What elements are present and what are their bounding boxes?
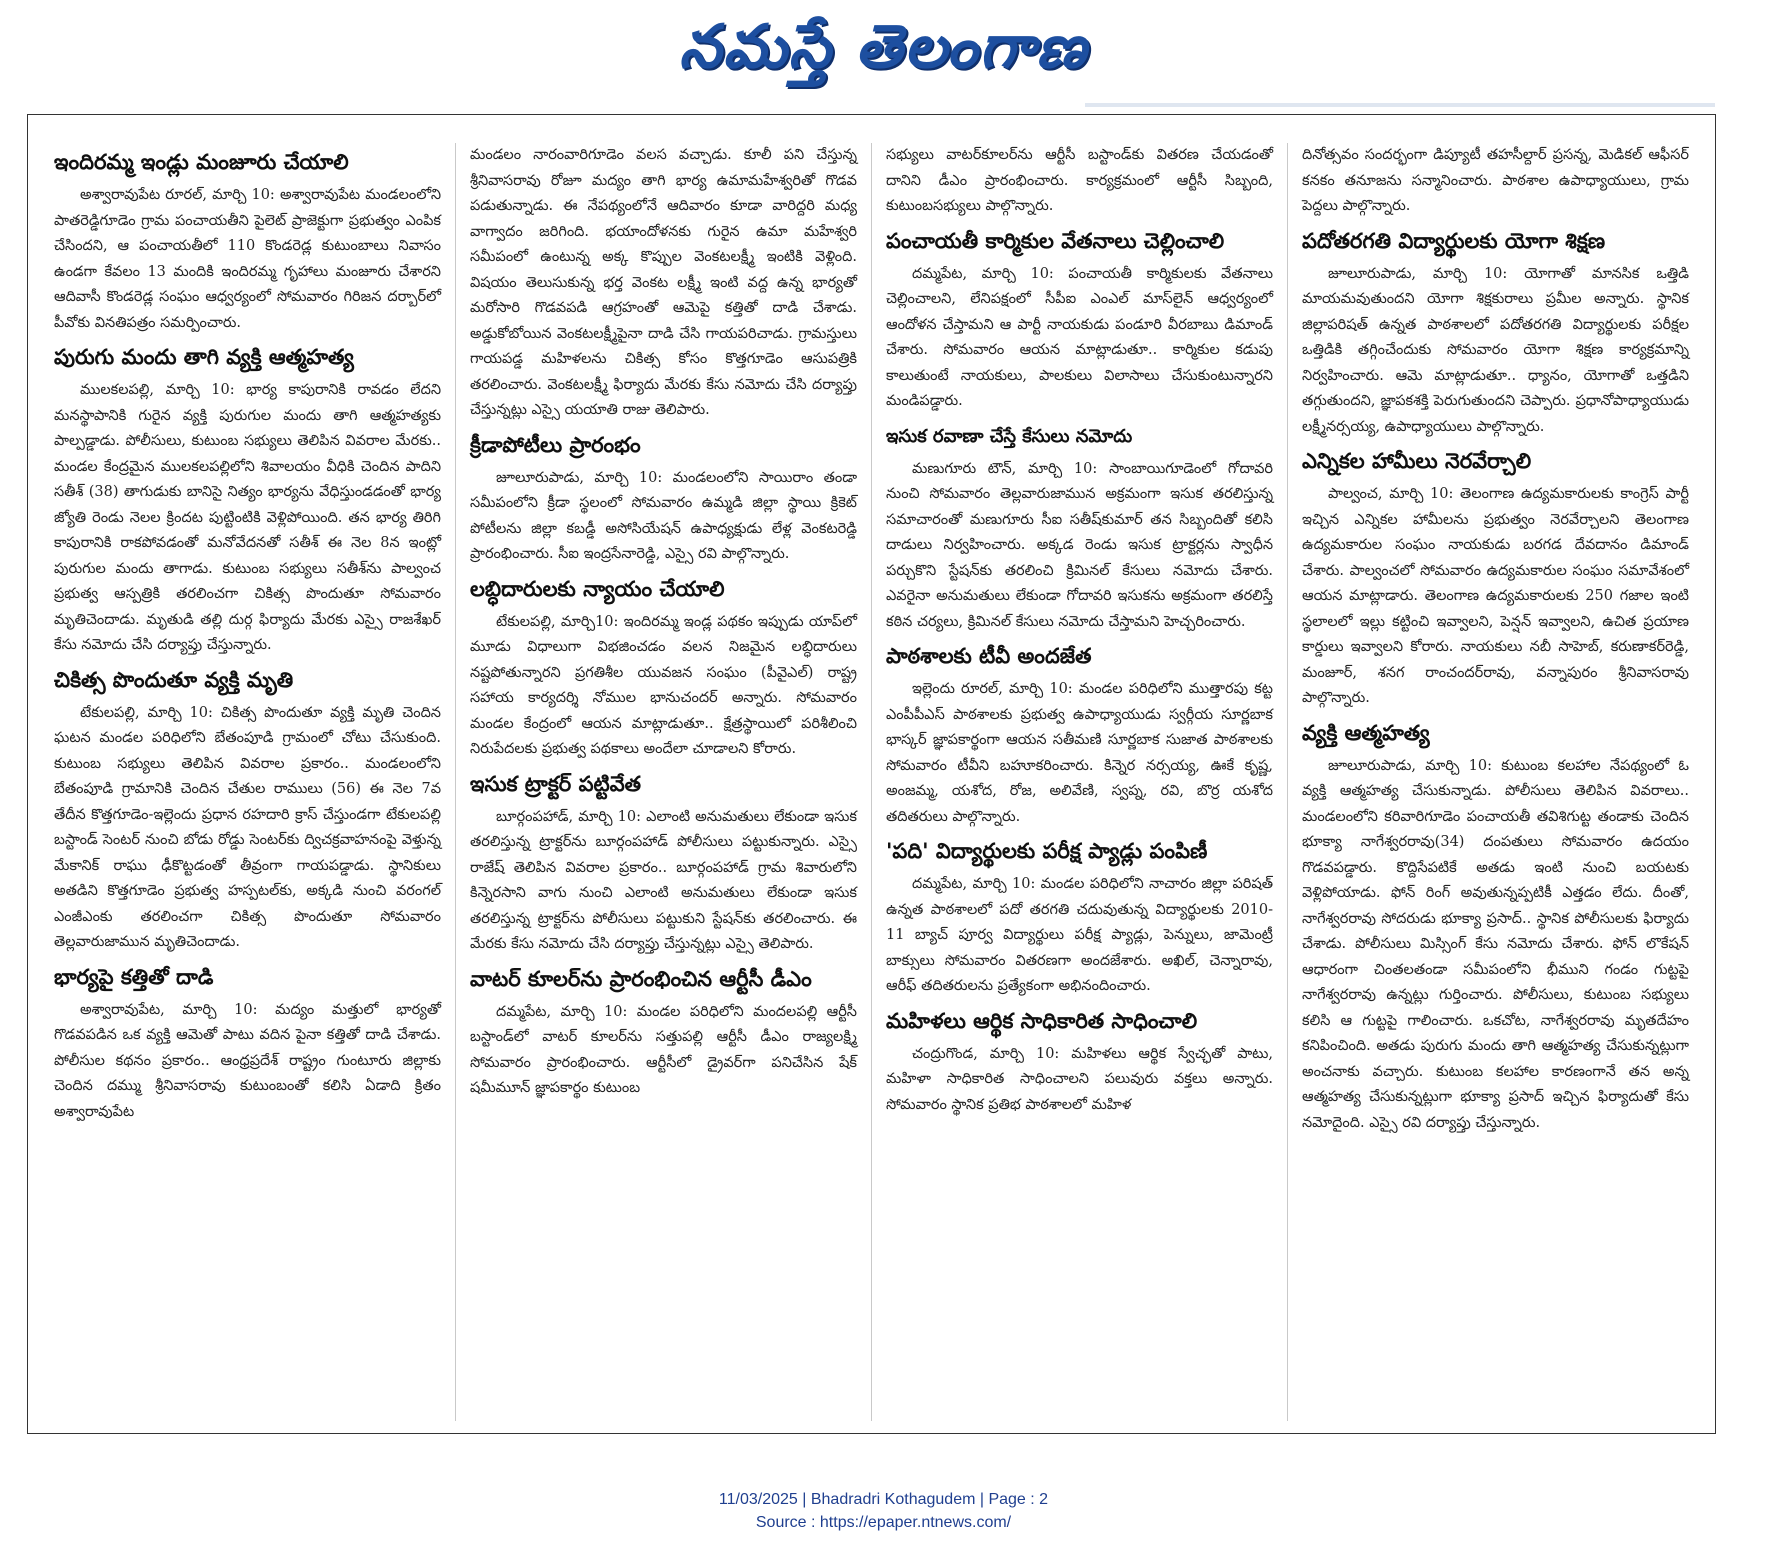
column-4 — [1287, 143, 1703, 1421]
article-body: మండలం నారంవారిగూడెం వలస వచ్చాడు. కూలీ పని చేస్తున్న శ్రీనివాసరావు రోజూ మద్యం తాగి భార్య ఉమామహేశ్వరితో గొడవ పడుతున్నాడు. ఈ నేపథ్యంలోనే ఆదివారం కూడా వారిద్దరి మధ్య వాగ్వాదం జరిగింది. భయాందోళనకు గురైన ఉమా మహేశ్వరి సమీపంలో ఉంటున్న అక్క కొప్పుల వెంకటలక్ష్మీ ఇంటికి వెళ్లింది. విషయం తెలుసుకున్న భర్త వెంకట లక్ష్మీ ఇంటి వద్ద ఉన్న భార్యతో మరోసారి గొడవపడి ఆగ్రహంతో ఆమెపై కత్తితో దాడి చేశాడు. అడ్డుకోబోయిన వెంకటలక్ష్మీపైనా దాడి చేసి గాయపరిచాడు. గ్రామస్తులు గాయపడ్డ మహిళలను చికిత్స కోసం కొత్తగూడెం ఆసుపత్రికి తరలించారు. వెంకటలక్ష్మీ ఫిర్యాదు మేరకు కేసు నమోదు చేసి దర్యాప్తు చేస్తున్నట్లు ఎస్సై యయాతి రాజు తెలిపారు. — [470, 147, 857, 418]
article — [886, 423, 1273, 636]
article-body: బూర్గంపహాడ్, మార్చి 10: ఎలాంటి అనుమతులు లేకుండా ఇసుక తరలిస్తున్న ట్రాక్టర్‌ను బూర్గంపహాడ్ పోలీసులు పట్టుకున్నారు. ఎస్సై రాజేష్ తెలిపిన వివరాల ప్రకారం.. బూర్గంపహాడ్ గ్రామ శివారులోని కిన్నెరసాని వాగు నుంచి ఎలాంటి అనుమతులు లేకుండా ఇసుక తరలిస్తున్న ట్రాక్టర్‌ను పోలీసులు పట్టుకుని స్టేషన్‌కు తరలించారు. ఈ మేరకు కేసు నమోదు చేసి దర్యాప్తు చేస్తున్నట్లు ఎస్సై తెలిపారు. — [470, 808, 857, 952]
article — [470, 143, 857, 424]
page-frame — [27, 114, 1716, 1434]
article — [470, 576, 857, 763]
article-headline: వాటర్ కూలర్‌ను ప్రారంభించిన ఆర్టీసీ డీఎం — [470, 966, 812, 991]
article — [54, 149, 441, 336]
article-headline: లబ్ధిదారులకు న్యాయం చేయాలి — [470, 576, 725, 601]
article-headline: క్రీడాపోటీలు ప్రారంభం — [470, 432, 641, 457]
article-headline: భార్యపై కత్తితో దాడి — [54, 964, 214, 989]
article-headline: మహిళలు ఆర్థిక సాధికారిత సాధించాలి — [886, 1008, 1198, 1033]
column-3 — [871, 143, 1287, 1421]
article-body: దమ్మపేట, మార్చి 10: మండల పరిధిలోని మందలపల్లి ఆర్టీసీ బస్టాండ్‌లో వాటర్ కూలర్‌ను సత్తుపల్లి ఆర్టీసీ డీఎం రాజ్యలక్ష్మి సోమవారం ప్రారంభించారు. ఆర్టీసీలో డ్రైవర్‌గా పనిచేసిన షేక్ షమీమూన్ జ్ఞాపకార్థం కుటుంబ — [470, 1003, 857, 1096]
article-body: దినోత్సవం సందర్భంగా డిప్యూటీ తహసీల్దార్ ప్రసన్న, మెడికల్ ఆఫీసర్ కనకం తనూజను సన్మానించారు. పాఠశాల ఉపాధ్యాయులు, గ్రామ పెద్దలు పాల్గొన్నారు. — [1302, 147, 1689, 214]
article-body: పాల్వంచ, మార్చి 10: తెలంగాణ ఉద్యమకారులకు కాంగ్రెస్ పార్టీ ఇచ్చిన ఎన్నికల హామీలను ప్రభుత్వం నెరవేర్చాలని తెలంగాణ ఉద్యమకారుల సంఘం నాయకుడు బరగడ దేవదానం డిమాండ్ చేశారు. పాల్వంచలో సోమవారం ఉద్యమకారుల సంఘం సమావేశంలో ఆయన మాట్లాడారు. తెలంగాణ ఉద్యమకారులకు 250 గజాల ఇంటి స్థలాలలో ఇల్లు కట్టించి ఇవ్వాలని, పెన్షన్ ఇవ్వాలని, ఉచిత ప్రయాణ కార్డులు ఇవ్వాలని కోరారు. నాయకులు నబీ సాహెబ్, కరుణాకర్‌రెడ్డి, మంజూర్, శనగ రాంచందర్‌రావు, వన్నాపురం శ్రీనివాసరావు పాల్గొన్నారు. — [1302, 486, 1689, 706]
article-body: జూలూరుపాడు, మార్చి 10: కుటుంబ కలహాల నేపథ్యంలో ఓ వ్యక్తి ఆత్మహత్య చేసుకున్నాడు. పోలీసులు తెలిపిన వివరాలు.. మండలంలోని కరివారిగూడెం పంచాయతీ తవిశిగుట్ట తండాకు చెందిన భూక్యా నాగేశ్వరరావు(34) దంపతులు సోమవారం ఉదయం గొడవపడ్డారు. కొద్దిసేపటికే అతడు ఇంటి నుంచి బయటకు వెళ్లిపోయాడు. ఫోన్ రింగ్ అవుతున్నప్పటికీ ఎత్తడం లేదు. దీంతో, నాగేశ్వరరావు సోదరుడు భూక్యా ప్రసాద్.. స్థానిక పోలీసులకు ఫిర్యాదు చేశాడు. పోలీసులు మిస్సింగ్ కేసు నమోదు చేశారు. ఫోన్ లొకేషన్ ఆధారంగా చింతలతండా సమీపంలోని భీముని గండం గుట్టపై నాగేశ్వరరావు ఉన్నట్లు గుర్తించారు. పోలీసులు, కుటుంబ సభ్యులు కలిసి ఆ గుట్టపై గాలించారు. ఒకచోట, నాగేశ్వరరావు మృతదేహం కనిపించింది. అతడు పురుగు మందు తాగి ఆత్మహత్య చేసుకున్నట్లుగా అంచనాకు వచ్చారు. కుటుంబ కలహాల కారణంగానే తన అన్న ఆత్మహత్య చేసుకున్నట్లుగా భూక్యా ప్రసాద్ ఇచ్చిన ఫిర్యాదుతో కేసు నమోదైంది. ఎస్సై రవి దర్యాప్తు చేస్తున్నారు. — [1302, 757, 1689, 1131]
article — [54, 344, 441, 659]
article-body: చంద్రుగొండ, మార్చి 10: మహిళలు ఆర్థిక స్వేచ్ఛతో పాటు, మహిళా సాధికారిత సాధించాలని పలువురు వక్తలు అన్నారు. సోమవారం స్థానిక ప్రతిభ పాఠశాలలో మహిళ — [886, 1045, 1273, 1113]
footer-source: Source : https://epaper.ntnews.com/ — [755, 1514, 1012, 1531]
article-body: ఇల్లెందు రూరల్, మార్చి 10: మండల పరిధిలోని ముత్తారపు కట్ట ఎంపీపీఎస్ పాఠశాలకు ప్రభుత్వ ఉపాధ్యాయుడు స్వర్గీయ సూర్ణబాక భాస్కర్ జ్ఞాపకార్థంగా ఆయన సతీమణి సూర్ణబాక సుజాత పాఠశాలకు సోమవారం టీవీని బహూకరించారు. కిన్నెర నర్సయ్య, ఊకే కృష్ణ, అంజమ్మ, యశోద, రోజ, అలివేణి, స్వప్న, రవి, బొర్ర యశోద తదితరులు పాల్గొన్నారు. — [886, 681, 1273, 825]
article — [886, 1008, 1273, 1119]
masthead — [0, 0, 1767, 110]
article — [470, 966, 857, 1102]
article-headline: పదోతరగతి విద్యార్థులకు యోగా శిక్షణ — [1302, 228, 1606, 253]
article-body: ములకలపల్లి, మార్చి 10: భార్య కాపురానికి రావడం లేదని మనస్థాపానికి గురైన వ్యక్తి పురుగుల మందు తాగి ఆత్మహత్యకు పాల్పడ్డాడు. పోలీసులు, కుటుంబ సభ్యులు తెలిపిన వివరాల మేరకు.. మండల కేంద్రమైన ములకలపల్లిలోని శివాలయం వీధికి చెందిన పాదిని సతీశ్ (38) తాగుడుకు బానిసై నిత్యం భార్యను వేధిస్తుండడంతో భార్య జ్యోతి రెండు నెలల క్రిందట పుట్టింటికి వెళ్లిపోయింది. తన భార్య తిరిగి కాపురానికి రాకపోవడంతో మనోవేదనతో సతీశ్ ఈ నెల 8న ఇంట్లో పురుగుల మందు తాగాడు. కుటుంబ సభ్యులు సతీశ్‌ను పాల్వంచ ప్రభుత్వ ఆస్పత్రికి తరలించగా చికిత్స పొందుతూ సోమవారం మృతిచెందాడు. మృతుడి తల్లి దుర్గ ఫిర్యాదు మేరకు ఎస్సై రాజశేఖర్ కేసు నమోదు చేసి దర్యాప్తు చేస్తున్నారు. — [54, 382, 441, 653]
article-body: మణుగూరు టౌన్, మార్చి 10: సాంబాయిగూడెంలో గోదావరి నుంచి సోమవారం తెల్లవారుజామున అక్రమంగా ఇసుక తరలిస్తున్న సమాచారంతో మణుగూరు సీఐ సతీష్‌కుమార్ తన సిబ్బందితో కలిసి దాడులు నిర్వహించారు. అక్కడ రెండు ఇసుక ట్రాక్టర్లను స్వాధీన పర్చుకొని స్టేషన్‌కు తరలించి క్రిమినల్ కేసులు నమోదు చేశారు. ఎవరైనా అనుమతులు లేకుండా గోదావరి ఇసుకను అక్రమంగా తరలిస్తే కఠిన చర్యలు, క్రిమినల్ కేసులు నమోదు చేస్తామని హెచ్చరించారు. — [886, 460, 1273, 630]
article-body: టేకులపల్లి, మార్చి10: ఇందిరమ్మ ఇండ్ల పథకం ఇప్పుడు యాప్‌లో మూడు విధాలుగా విభజించడం వలన నిజమైన లబ్ధిదారులు నష్టపోతున్నారని ప్రగతిశీల యువజన సంఘం (పీవైఎల్) రాష్ట్ర సహాయ కార్యదర్శి నోముల భానుచందర్ అన్నారు. సోమవారం మండల కేంద్రంలో ఆయన మాట్లాడుతూ.. క్షేత్రస్థాయిలో పరిశీలించి నిరుపేదలకు ప్రభుత్వ పథకాలు అందేలా చూడాలని కోరారు. — [470, 613, 857, 757]
column-1 — [40, 143, 455, 1421]
article-columns — [40, 143, 1703, 1421]
article — [886, 643, 1273, 830]
article-body: సభ్యులు వాటర్‌కూలర్‌ను ఆర్టీసీ బస్టాండ్‌కు వితరణ చేయడంతో దానిని డీఎం ప్రారంభించారు. కార్యక్రమంలో ఆర్టీసీ సిబ్బంది, కుటుంబసభ్యులు పాల్గొన్నారు. — [886, 147, 1273, 214]
article-headline: ఇందిరమ్మ ఇండ్లు మంజూరు చేయాలి — [54, 150, 349, 174]
newspaper-logo: నమస్తే తెలంగాణ — [678, 12, 1089, 82]
article-headline: ఎన్నికల హామీలు నెరవేర్చాలి — [1302, 449, 1532, 473]
article — [886, 143, 1273, 220]
article — [470, 771, 857, 958]
article-headline: పాఠశాలకు టీవీ అందజేత — [886, 644, 1092, 668]
article — [470, 432, 857, 568]
article-body: అశ్వారావుపేట, మార్చి 10: మద్యం మత్తులో భార్యతో గొడవపడిన ఒక వ్యక్తి ఆమెతో పాటు వదిన పైనా కత్తితో దాడి చేశాడు. పోలీసుల కథనం ప్రకారం.. ఆంధ్రప్రదేశ్ రాష్ట్రం గుంటూరు జిల్లాకు చెందిన దమ్ము శ్రీనివాసరావు కుటుంబంతో కలిసి ఏడాది క్రితం అశ్వారావుపేట — [54, 1001, 441, 1120]
footer-edition-info: 11/03/2025 | Bhadradri Kothagudem | Page : 2 — [718, 1491, 1049, 1508]
article-headline: పంచాయతీ కార్మికుల వేతనాలు చెల్లించాలి — [886, 228, 1225, 253]
article-headline: 'పది' విద్యార్థులకు పరీక్ష ప్యాడ్లు పంపిణీ — [886, 839, 1208, 863]
article — [886, 228, 1273, 415]
article-headline: వ్యక్తి ఆత్మహత్య — [1302, 720, 1430, 745]
article-headline: ఇసుక రవాణా చేస్తే కేసులు నమోదు — [886, 425, 1133, 447]
article — [886, 838, 1273, 1000]
article-body: టేకులపల్లి, మార్చి 10: చికిత్స పొందుతూ వ్యక్తి మృతి చెందిన ఘటన మండల పరిధిలోని బేతంపూడి గ్రామంలో చోటు చేసుకుంది. కుటుంబ సభ్యులు తెలిపిన వివరాల ప్రకారం.. మండలంలోని బేతంపూడి గ్రామానికి చెందిన చేతుల రాములు (56) ఈ నెల 7వ తేదీన కొత్తగూడెం-ఇల్లెందు ప్రధాన రహదారి క్రాస్ చేస్తుండగా టేకులపల్లి బస్టాండ్ సెంటర్ నుంచి బోడు రోడ్డు సెంటర్‌కు ద్విచక్రవాహనంపై వెళ్తున్న మేకానిక్ రాఘు ఢీకొట్టడంతో తీవ్రంగా గాయపడ్డాడు. స్థానికులు అతడిని కొత్తగూడెం ప్రభుత్వ హస్పటల్‌కు, అక్కడి నుంచి వరంగల్ ఎంజీఎంకు తరలించగా చికిత్స పొందుతూ సోమవారం తెల్లవారుజామున మృతిచెందాడు. — [54, 704, 441, 950]
article — [54, 964, 441, 1126]
article — [54, 667, 441, 956]
article-body: జూలూరుపాడు, మార్చి 10: మండలంలోని సాయిరాం తండా సమీపంలోని క్రీడా స్థలంలో సోమవారం ఉమ్మడి జిల్లా స్థాయి క్రికెట్ పోటీలను జిల్లా కబడ్డీ అసోసియేషన్ ఉపాధ్యక్షుడు లేళ్ల వెంకటరెడ్డి ప్రారంభించారు. సీఐ ఇంద్రసేనారెడ్డి, ఎస్సై రవి పాల్గొన్నారు. — [470, 469, 857, 562]
article — [1302, 228, 1689, 441]
article-body: దమ్మపేట, మార్చి 10: పంచాయతీ కార్మికులకు వేతనాలు చెల్లించాలని, లేనిపక్షంలో సీపీఐ ఎంఎల్ మాస్‌లైన్ ఆధ్వర్యంలో ఆందోళన చేస్తామని ఆ పార్టీ నాయకుడు పండూరి వీరబాబు డిమాండ్ చేశారు. సోమవారం ఆయన మాట్లాడుతూ.. కార్మికుల కడుపు కాలుతుంటే నాయకులు, పాలకులు విలాసాలు చేసుకుంటున్నారని మండిపడ్డారు. — [886, 265, 1273, 409]
column-2 — [455, 143, 871, 1421]
article-headline: పురుగు మందు తాగి వ్యక్తి ఆత్మహత్య — [54, 345, 354, 369]
article — [1302, 720, 1689, 1137]
article-body: జూలూరుపాడు, మార్చి 10: యోగాతో మానసిక ఒత్తిడి మాయమవుతుందని యోగా శిక్షకురాలు ప్రమీల అన్నారు. స్థానిక జిల్లాపరిషత్ ఉన్నత పాఠశాలలో పదోతరగతి విద్యార్థులకు పరీక్షల ఒత్తిడికి తగ్గించేందుకు సోమవారం యోగా శిక్షణ కార్యక్రమాన్ని నిర్వహించారు. ఆమె మాట్లాడుతూ.. ధ్యానం, యోగాతో ఒత్తడిని తగ్గుతుందని, జ్ఞాపకశక్తి పెరుగుతుందని చెప్పారు. ప్రధానోపాధ్యాయుడు లక్ష్మీనర్సయ్య, ఉపాధ్యాయులు పాల్గొన్నారు. — [1302, 265, 1689, 435]
article-body: దమ్మపేట, మార్చి 10: మండల పరిధిలోని నాచారం జిల్లా పరిషత్ ఉన్నత పాఠశాలలో పదో తరగతి చదువుతున్న విద్యార్థులకు 2010-11 బ్యాచ్ పూర్వ విద్యార్థులు పరీక్ష ప్యాడ్లు, పెన్నులు, జామెంట్రీ బాక్సులు సోమవారం వితరణగా అందజేశారు. అఖిల్, చెన్నారావు, ఆరీఫ్ తదితరులను ప్రత్యేకంగా అభినందించారు. — [886, 876, 1273, 994]
masthead-rule — [1085, 103, 1715, 107]
article — [1302, 143, 1689, 220]
article — [1302, 448, 1689, 712]
article-headline: ఇసుక ట్రాక్టర్ పట్టివేత — [470, 771, 641, 796]
article-headline: చికిత్స పొందుతూ వ్యక్తి మృతి — [54, 667, 294, 692]
article-body: అశ్వారావుపేట రూరల్, మార్చి 10: అశ్వారావుపేట మండలంలోని పాతరెడ్డిగూడెం గ్రామ పంచాయతీని పైలెట్ ప్రాజెక్టుగా ప్రభుత్వం ఎంపిక చేసిందని, ఆ పంచాయతీలో 110 కొండరెడ్ల కుటుంబాలు నివాసం ఉండగా కేవలం 13 మందికి ఇందిరమ్మ గృహాలు మంజూరు చేశారని ఆదివాసీ కొండరెడ్ల సంఘం ఆధ్వర్యంలో సోమవారం గిరిజన దర్బార్‌లో పీవోకు వినతిపత్రం సమర్పించారు. — [54, 187, 441, 331]
